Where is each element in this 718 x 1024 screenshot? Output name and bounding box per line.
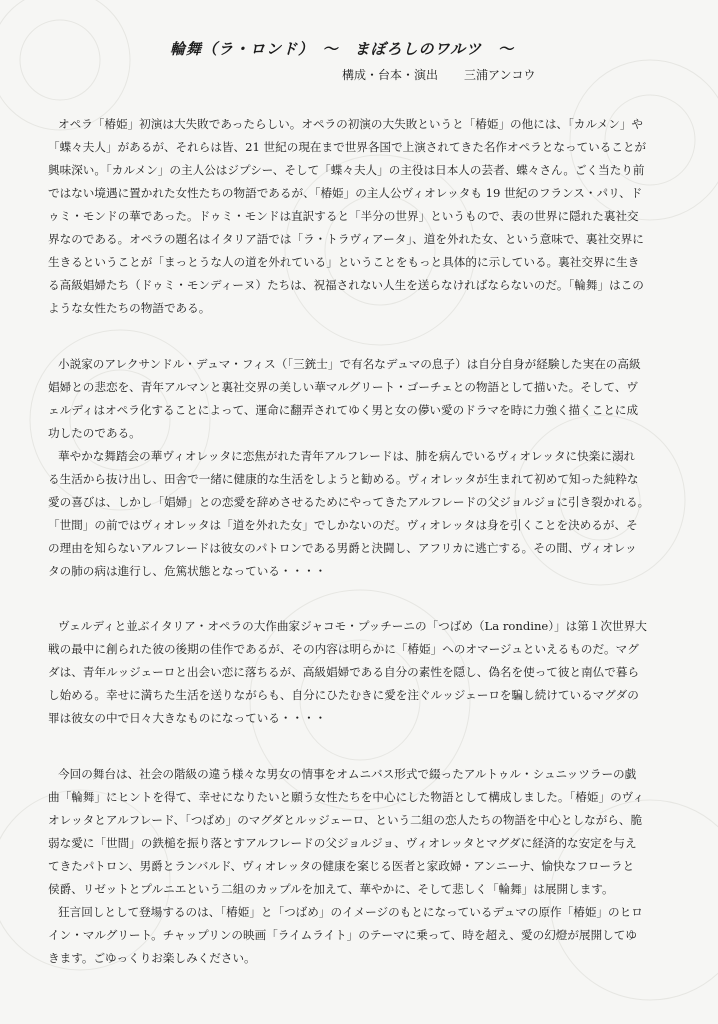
text-line: 「蝶々夫人」があるが、それらは皆、21 世紀の現在まで世界各国で上演されてきた名作オペラとなっていることが <box>48 140 647 154</box>
text-line: 「世間」の前ではヴィオレッタは「道を外れた女」でしかないのだ。ヴィオレッタは身を引くことを決めるが、そ <box>48 518 638 532</box>
text-line: 生きるということが「まっとうな人の道を外れている」ということをもっと具体的に示している。裏社交界に生き <box>48 255 640 269</box>
text-line: 界なのである。オペラの題名はイタリア語では「ラ・トラヴィアータ」、道を外れた女、という意味で、裏社交界に <box>48 232 644 246</box>
text-line: ダは、青年ルッジェーロと出会い恋に落ちるが、高級娼婦である自分の素性を隠し、偽名を使って彼と南仏で暮ら <box>48 665 640 679</box>
text-line: 小説家のアレクサンドル・デュマ・フィス（「三銃士」で有名なデュマの息子）は自分自身が経験した実在の高級 <box>58 357 641 371</box>
text-line: 興味深い。「カルメン」の主人公はジプシー、そして「蝶々夫人」の主役は日本人の芸者、蝶々さん。ごく当たり前 <box>48 163 645 177</box>
text-line: ではない境遇に置かれた女性たちの物語であるが、「椿姫」の主人公ヴィオレッタも 19 世紀のフランス・パリ、ド <box>48 186 643 200</box>
text-line: 狂言回しとして登場するのは、「椿姫」と「つばめ」のイメージのもとになっているデュマの原作「椿姫」のヒロ <box>58 905 643 919</box>
text-line: 戦の最中に創られた彼の後期の佳作であるが、その内容は明らかに「椿姫」へのオマージュといえるものだ。マグ <box>48 642 639 656</box>
text-line: ゥミ・モンドの華であった。ドゥミ・モンドは直訳すると「半分の世界」というもので、表の世界に隠れた裏社交 <box>48 209 639 223</box>
text-line: ヴェルディと並ぶイタリア・オペラの大作曲家ジャコモ・プッチーニの「つばめ（La rondine）」は第１次世界大 <box>58 619 647 633</box>
text-line: きます。ごゆっくりお楽しみください。 <box>48 951 256 965</box>
text-line: 今回の舞台は、社会の階級の違う様々な男女の情事をオムニバス形式で綴ったアルトゥル・シュニッツラーの戯 <box>58 767 637 781</box>
text-line: 功したのである。 <box>48 426 141 440</box>
text-line: 愛の喜びは、しかし「娼婦」との恋愛を辞めさせるためにやってきたアルフレードの父ジョルジョに引き裂かれる。 <box>48 495 650 509</box>
text-line: オペラ「椿姫」初演は大失敗であったらしい。オペラの初演の大失敗というと「椿姫」の他には、「カルメン」や <box>58 117 644 131</box>
credit-role: 構成・台本・演出 <box>342 68 439 82</box>
text-line: ような女性たちの物語である。 <box>48 301 211 315</box>
text-line: 曲「輪舞」にヒントを得て、幸せになりたいと願う女性たちを中心にした物語として構成しました。「椿姫」のヴィ <box>48 790 645 804</box>
text-line: タの肺の病は進行し、危篤状態となっている・・・・ <box>48 564 327 578</box>
text-line: 華やかな舞踏会の華ヴィオレッタに恋焦がれた青年アルフレードは、肺を病んでいるヴィオレッタに快楽に溺れ <box>58 449 636 463</box>
text-line: イン・マルグリート。チャップリンの映画「ライムライト」のテーマに乗って、時を超え、愛の幻燈が展開してゆ <box>48 928 637 942</box>
text-line: 娼婦との悲恋を、青年アルマンと裏社交界の美しい華マルグリート・ゴーチェとの物語として描いた。そして、ヴ <box>48 380 639 394</box>
text-line: ェルディはオペラ化することによって、運命に翻弄されてゆく男と女の儚い愛のドラマを時に力強く描くことに成 <box>48 403 639 417</box>
text-line: オレッタとアルフレード、「つばめ」のマグダとルッジェーロ、という二組の恋人たちの物語を中心としながら、脆 <box>48 813 643 827</box>
text-line: 罪は彼女の中で日々大きなものになっている・・・・ <box>48 711 327 725</box>
credit-line <box>342 66 536 83</box>
text-line: る高級娼婦たち（ドゥミ・モンディーヌ）たちは、祝福されない人生を送らなければならないのだ。「輪舞」はこの <box>48 278 644 292</box>
text-line: 侯爵、リゼットとプルニエという二組のカップルを加えて、華やかに、そして悲しく「輪舞」は展開します。 <box>48 882 614 896</box>
page-title: 輪舞（ラ・ロンド） ～ まぼろしのワルツ ～ <box>170 40 515 58</box>
text-line: の理由を知らないアルフレードは彼女のパトロンである男爵と決闘し、アフリカに逃亡する。その間、ヴィオレッ <box>48 541 637 555</box>
text-line: し始める。幸せに満ちた生活を送りながらも、自分にひたむきに愛を注ぐルッジェーロを騙し続けているマグダの <box>48 688 639 702</box>
text-line: 弱な愛に「世間」の鉄槌を振り落とすアルフレードの父ジョルジョ、ヴィオレッタとマグダに経済的な安定を与え <box>48 836 637 850</box>
text-line: てきたパトロン、男爵とランバルド、ヴィオレッタの健康を案じる医者と家政婦・アンニーナ、愉快なフローラと <box>48 859 635 873</box>
credit-name: 三浦アンコウ <box>464 68 536 82</box>
text-line: る生活から抜け出し、田舎で一緒に健康的な生活をしようと勧める。ヴィオレッタが生まれて初めて知った純粋な <box>48 472 639 486</box>
